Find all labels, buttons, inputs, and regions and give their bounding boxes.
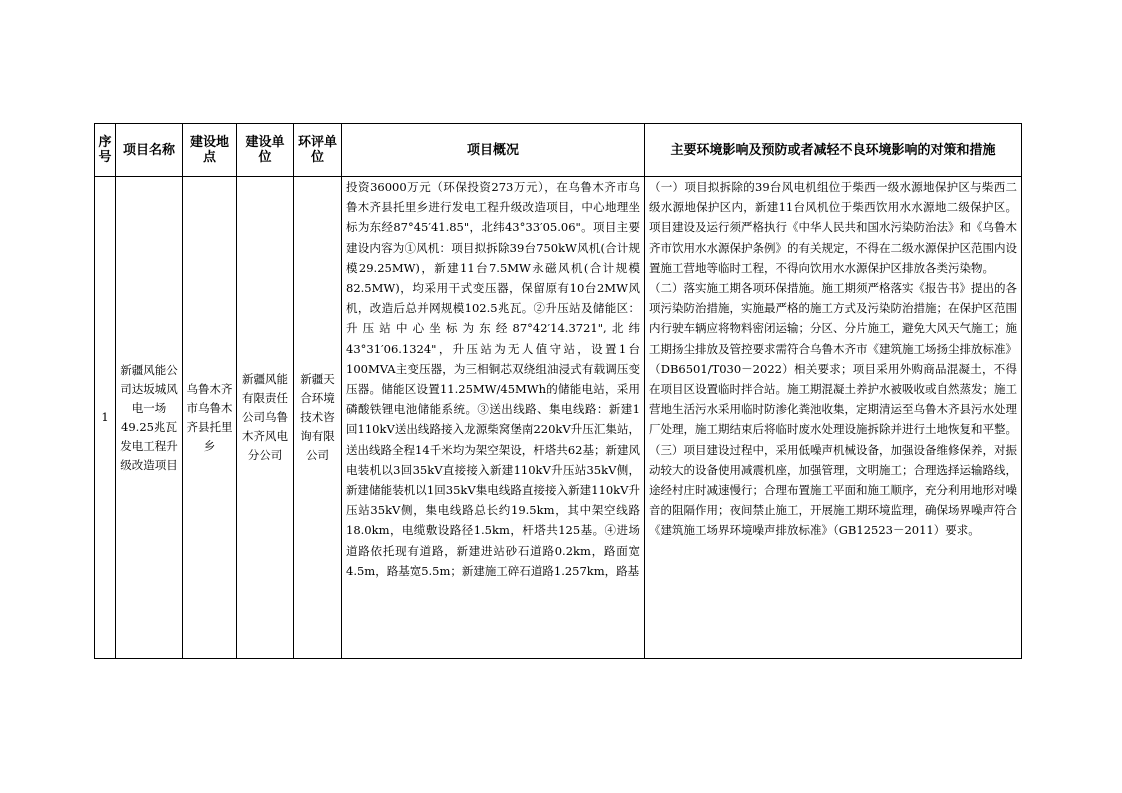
header-project-name: 项目名称 <box>116 124 183 177</box>
cell-overview <box>342 177 645 659</box>
cell-builder: 新疆风能有限责任公司乌鲁木齐风电分公司 <box>237 177 294 659</box>
cell-measures <box>645 177 1022 659</box>
overview-text: 投资36000万元（环保投资273万元），在乌鲁木齐市乌鲁木齐县托里乡进行发电工程升级改造项目，中心地理坐标为东经87°45′41.85"，北纬43°33′05.06"。项目主要建设内容为①风机：项目拟拆除39台750kW风机(合计规模29.25MW)，新建11台7.5MW永磁风机(合计规模82.5MW)，均采用干式变压器，保留原有10台2MW风机，改造后总并网规模102.5兆瓦。②升压站及储能区：升压站中心坐标为东经87°42′14.3721",北纬43°31′06.1324"，升压站为无人值守站，设置1台100MVA主变压器，为三相铜芯双绕组油浸式有载调压变压器。储能区设置11.25MW/45MWh的储能电站，采用磷酸铁锂电池储能系统。③送出线路、集电线路：新建1回110kV送出线路接入龙源柴窝堡南220kV升压汇集站，送出线路全程14千米均为架空架设，杆塔共62基；新建风电装机以3回35kV直接接入新建110kV升压站35kV侧，新建储能装机以1回35kV集电线路直接接入新建110kV升压站35kV侧，集电线路总长约19.5km，其中架空线路18.0km，电缆敷设路径1.5km，杆塔共125基。④进场道路依托现有道路，新建进站砂石道路0.2km，路面宽4.5m，路基宽5.5m；新建施工碎石道路1.257km，路基 <box>346 180 640 578</box>
header-location: 建设地点 <box>183 124 237 177</box>
header-builder: 建设单位 <box>237 124 294 177</box>
cell-eia-unit: 新疆天合环境技术咨询有限公司 <box>294 177 342 659</box>
header-index: 序号 <box>95 124 116 177</box>
cell-index: 1 <box>95 177 116 659</box>
cell-project-name: 新疆风能公司达坂城风电一场49.25兆瓦发电工程升级改造项目 <box>116 177 183 659</box>
table-row <box>95 177 1022 659</box>
header-row <box>95 124 1022 177</box>
header-eia-unit: 环评单位 <box>294 124 342 177</box>
cell-location: 乌鲁木齐市乌鲁木齐县托里乡 <box>183 177 237 659</box>
project-table <box>94 123 1022 659</box>
header-overview: 项目概况 <box>342 124 645 177</box>
measure-paragraph-2: （二）落实施工期各项环保措施。施工期须严格落实《报告书》提出的各项污染防治措施，实施最严格的施工方式及污染防治措施；在保护区范围内行驶车辆应将物料密闭运输；分区、分片施工，避免大风天气施工；施工期扬尘排放及管控要求需符合乌鲁木齐市《建筑施工场扬尘排放标准》（DB6501/T030－2022）相关要求；项目采用外购商品混凝土，不得在项目区设置临时拌合站。施工期混凝土养护水被吸收或自然蒸发；施工营地生活污水采用临时防渗化粪池收集，定期清运至乌鲁木齐县污水处理厂处理，施工期结束后将临时废水处理设施拆除并进行土地恢复和平整。 <box>649 281 1017 437</box>
measure-paragraph-3: （三）项目建设过程中，采用低噪声机械设备，加强设备维修保养，对振动较大的设备使用减震机座，加强管理，文明施工；合理选择运输路线，途经村庄时减速慢行；合理布置施工平面和施工顺序，充分利用地形对噪音的阻隔作用；夜间禁止施工，开展施工期环境监理，确保场界噪声符合《建筑施工场界环境噪声排放标准》（GB12523－2011）要求。 <box>649 442 1017 538</box>
header-measures: 主要环境影响及预防或者减轻不良环境影响的对策和措施 <box>645 124 1022 177</box>
measure-paragraph-1: （一）项目拟拆除的39台风电机组位于柴西一级水源地保护区与柴西二级水源地保护区内，新建11台风机位于柴西饮用水水源地二级保护区。项目建设及运行须严格执行《中华人民共和国水污染防治法》和《乌鲁木齐市饮用水水源保护条例》的有关规定，不得在二级水源保护区范围内设置施工营地等临时工程，不得向饮用水水源保护区排放各类污染物。 <box>649 180 1017 275</box>
